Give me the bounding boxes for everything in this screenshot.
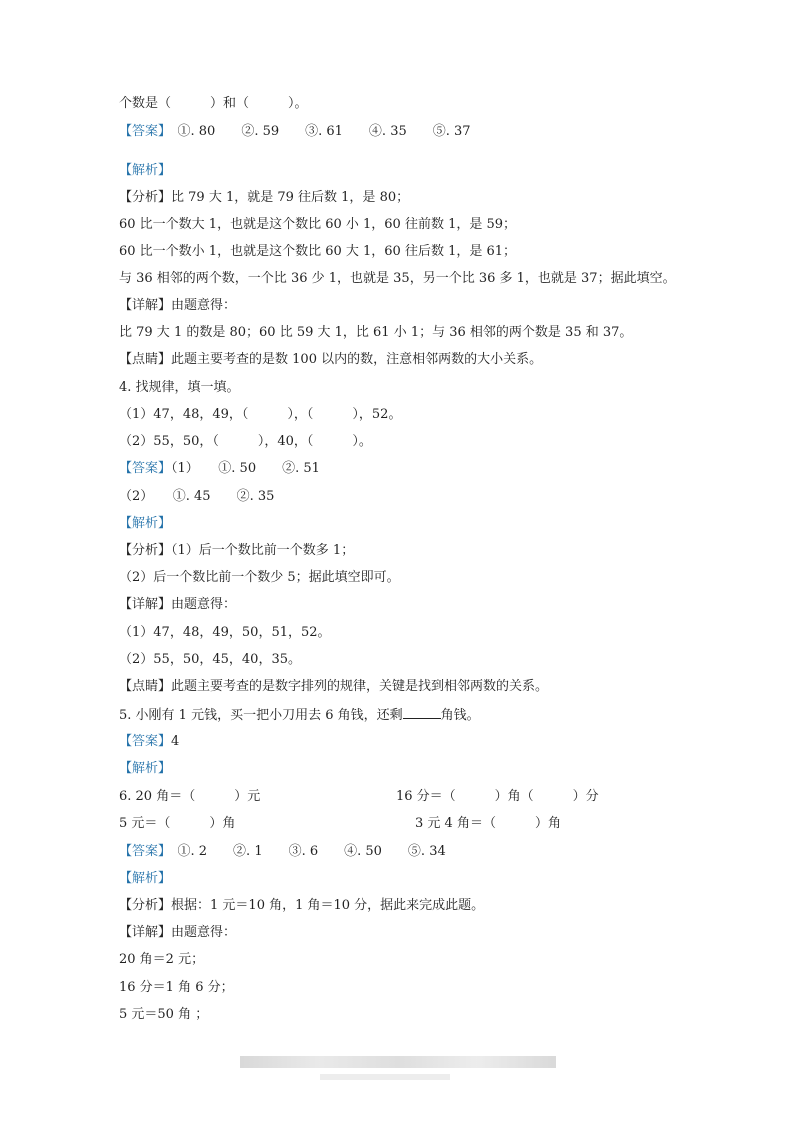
q3-answer: 【答案】 ①. 80 ②. 59 ③. 61 ④. 35 ⑤. 37 — [119, 124, 471, 139]
q3-analysis-heading: 【解析】 — [119, 163, 172, 178]
q6-xiangjie-3: 5 元＝50 角 ； — [119, 1007, 209, 1022]
blurred-footer-sub — [320, 1074, 450, 1080]
q4-answer-2: （2） ①. 45 ②. 35 — [119, 489, 275, 504]
q6-row-1-col-1: 6. 20 角＝（ ）元 — [119, 789, 261, 804]
question-4-title: 4. 找规律，填一填。 — [119, 380, 240, 395]
q6-row-1-col-2: 16 分＝（ ）角（ ）分 — [396, 789, 599, 804]
q4-fenxi-1: 【分析】（1）后一个数比前一个数多 1； — [119, 543, 355, 558]
q4-xiangjie-2: （2）55，50，45，40，35。 — [119, 652, 301, 667]
question-5-title: 5. 小刚有 1 元钱，买一把小刀用去 6 角钱，还剩 角钱。 — [119, 708, 480, 723]
q5-analysis-heading: 【解析】 — [119, 761, 172, 776]
q3-xiangjie-1: 比 79 大 1 的数是 80；60 比 59 大 1，比 61 小 1；与 36 相邻的两个数是 35 和 37。 — [119, 325, 633, 340]
q4-line-1: （1）47，48，49，（ ），（ ），52。 — [119, 407, 402, 422]
q6-xiangjie-2: 16 分＝1 角 6 分； — [119, 980, 234, 995]
q4-answer-1: 【答案】（1） ①. 50 ②. 51 — [119, 461, 320, 476]
q6-row-2-col-2: 3 元 4 角＝（ ）角 — [415, 816, 561, 831]
q6-row-2-col-1: 5 元＝（ ）角 — [119, 816, 236, 831]
blurred-footer — [240, 1056, 556, 1068]
q3-fenxi-4: 与 36 相邻的两个数，一个比 36 少 1，也就是 35，另一个比 36 多 1，也就是 37；据此填空。 — [119, 271, 676, 286]
q4-xiangjie: 【详解】由题意得： — [119, 597, 237, 612]
q4-fenxi-2: （2）后一个数比前一个数少 5；据此填空即可。 — [119, 570, 400, 585]
q3-fenxi-1: 【分析】比 79 大 1，就是 79 往后数 1，是 80； — [119, 190, 410, 205]
q3-dianjing: 【点睛】此题主要考查的是数 100 以内的数，注意相邻两数的大小关系。 — [119, 352, 543, 367]
answer-blank — [403, 706, 441, 719]
fenxi-tag: 【分析】 — [119, 190, 172, 205]
q5-answer: 【答案】4 — [119, 734, 180, 749]
q4-analysis-heading: 【解析】 — [119, 516, 172, 531]
q3-fenxi-3: 60 比一个数小 1，也就是这个数比 60 大 1，60 往后数 1，是 61； — [119, 244, 517, 259]
q6-answer: 【答案】 ①. 2 ②. 1 ③. 6 ④. 50 ⑤. 34 — [119, 844, 446, 859]
question-3-tail: 个数是（ ）和（ ）。 — [119, 96, 308, 111]
q4-line-2: （2）55，50，（ ），40，（ ）。 — [119, 434, 372, 449]
q3-fenxi-2: 60 比一个数大 1，也就是这个数比 60 小 1，60 往前数 1，是 59； — [119, 217, 517, 232]
q6-xiangjie: 【详解】由题意得： — [119, 925, 237, 940]
q4-dianjing: 【点睛】此题主要考查的是数字排列的规律，关键是找到相邻两数的关系。 — [119, 679, 549, 694]
q3-xiangjie: 【详解】由题意得： — [119, 298, 237, 313]
q4-xiangjie-1: （1）47，48，49，50，51，52。 — [119, 625, 331, 640]
q6-fenxi: 【分析】根据：1 元＝10 角，1 角＝10 分，据此来完成此题。 — [119, 898, 485, 913]
answer-tag: 【答案】 — [119, 124, 165, 139]
q6-xiangjie-1: 20 角＝2 元； — [119, 952, 205, 967]
q6-analysis-heading: 【解析】 — [119, 871, 172, 886]
